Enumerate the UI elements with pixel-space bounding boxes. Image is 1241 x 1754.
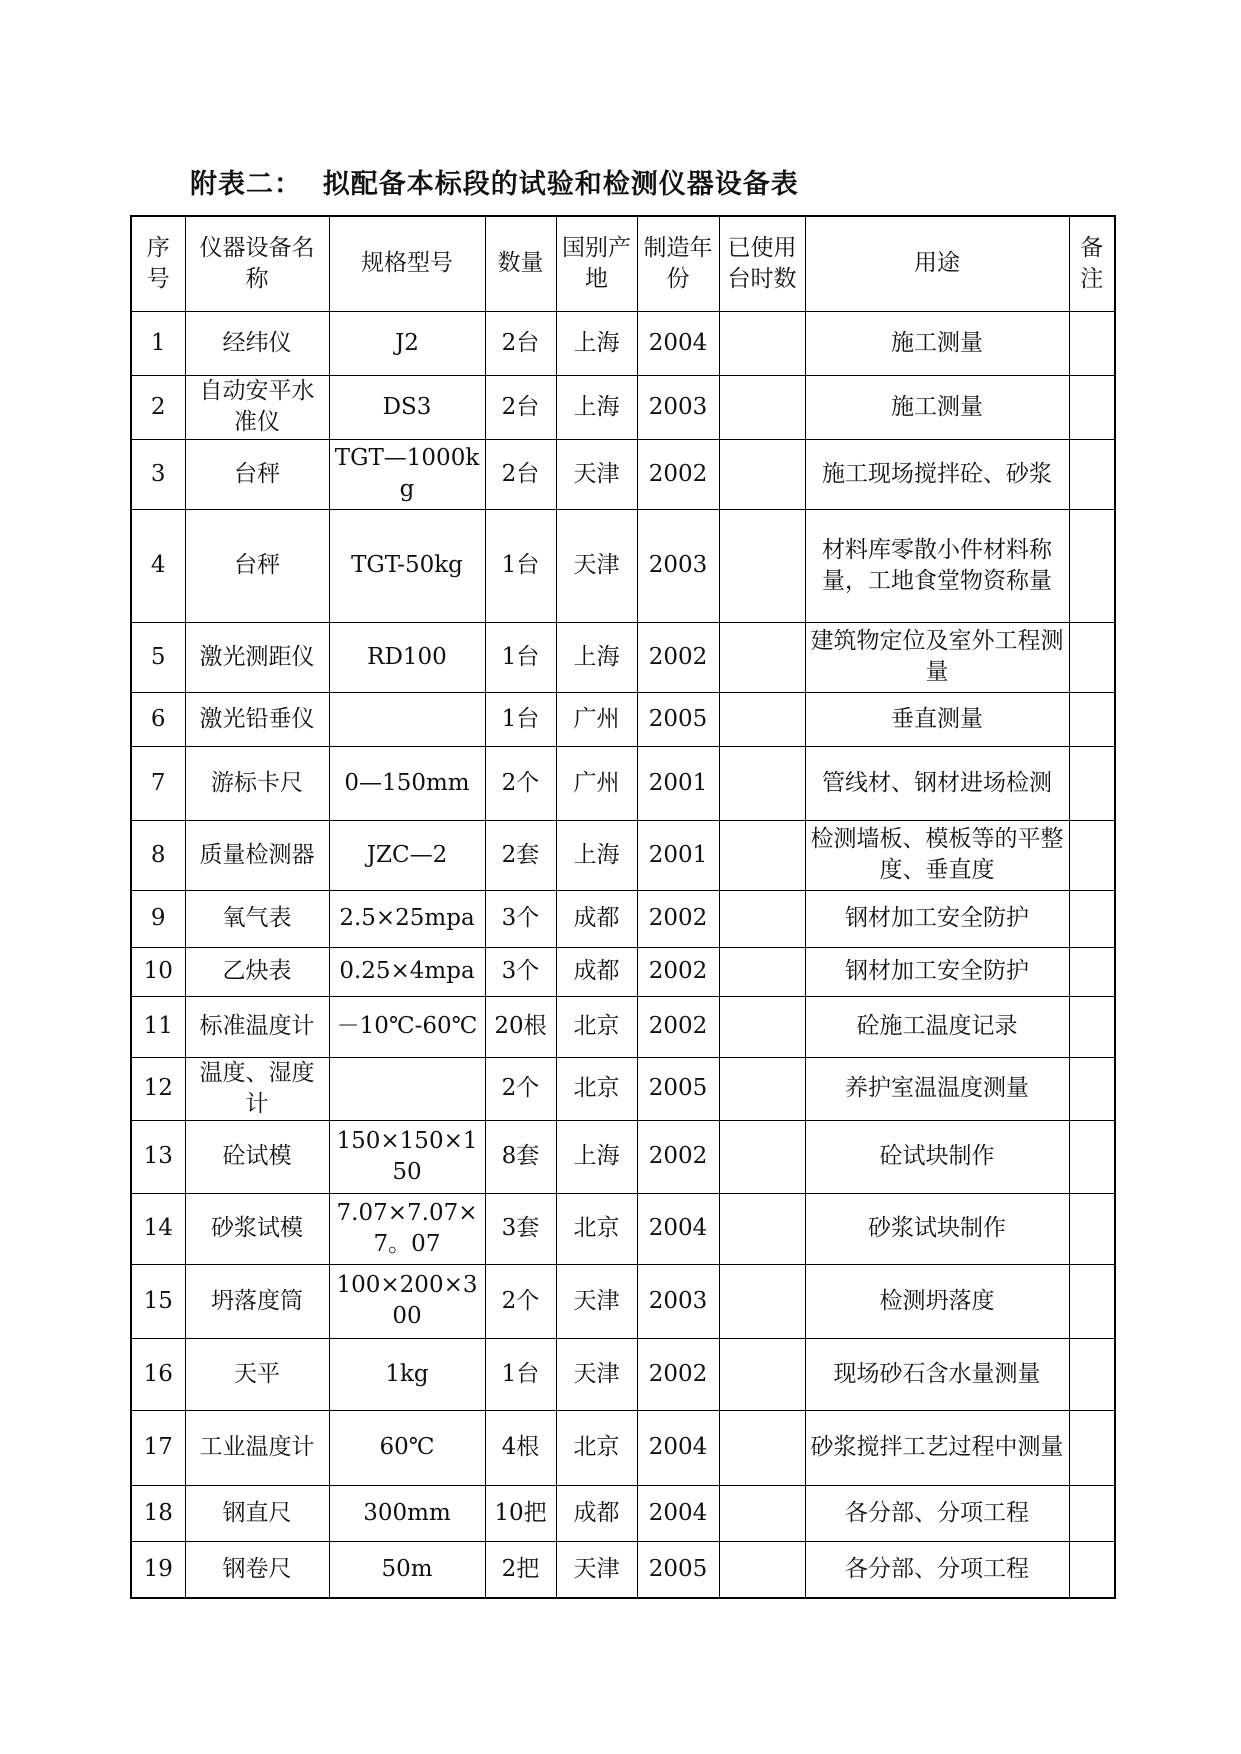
cell-qty: 2把 bbox=[485, 1541, 556, 1598]
cell-hours bbox=[719, 622, 805, 692]
cell-use: 建筑物定位及室外工程测量 bbox=[805, 622, 1069, 692]
cell-use: 砂浆试块制作 bbox=[805, 1193, 1069, 1264]
cell-use: 施工测量 bbox=[805, 311, 1069, 375]
cell-hours bbox=[719, 820, 805, 890]
cell-use: 砼试块制作 bbox=[805, 1120, 1069, 1193]
cell-name: 温度、湿度计 bbox=[185, 1057, 329, 1120]
cell-hours bbox=[719, 1410, 805, 1485]
cell-year: 2003 bbox=[637, 509, 719, 622]
cell-origin: 天津 bbox=[556, 439, 637, 509]
cell-note bbox=[1069, 1410, 1115, 1485]
cell-qty: 20根 bbox=[485, 996, 556, 1057]
cell-spec: TGT-50kg bbox=[329, 509, 485, 622]
cell-qty: 2台 bbox=[485, 439, 556, 509]
cell-spec: 0.25×4mpa bbox=[329, 947, 485, 996]
cell-year: 2002 bbox=[637, 439, 719, 509]
cell-spec bbox=[329, 692, 485, 746]
cell-note bbox=[1069, 947, 1115, 996]
cell-year: 2004 bbox=[637, 311, 719, 375]
cell-note bbox=[1069, 1193, 1115, 1264]
cell-no: 19 bbox=[131, 1541, 185, 1598]
cell-origin: 天津 bbox=[556, 1264, 637, 1338]
cell-qty: 1台 bbox=[485, 509, 556, 622]
col-header-origin: 国别产地 bbox=[556, 216, 637, 311]
cell-year: 2002 bbox=[637, 890, 719, 947]
cell-qty: 1台 bbox=[485, 622, 556, 692]
cell-spec: 2.5×25mpa bbox=[329, 890, 485, 947]
cell-use: 现场砂石含水量测量 bbox=[805, 1338, 1069, 1410]
cell-year: 2004 bbox=[637, 1410, 719, 1485]
col-header-note: 备注 bbox=[1069, 216, 1115, 311]
cell-note bbox=[1069, 1264, 1115, 1338]
cell-use: 材料库零散小件材料称量，工地食堂物资称量 bbox=[805, 509, 1069, 622]
cell-use: 施工现场搅拌砼、砂浆 bbox=[805, 439, 1069, 509]
table-row bbox=[131, 1485, 1115, 1541]
cell-origin: 北京 bbox=[556, 996, 637, 1057]
cell-year: 2005 bbox=[637, 692, 719, 746]
cell-qty: 3个 bbox=[485, 890, 556, 947]
cell-year: 2003 bbox=[637, 1264, 719, 1338]
cell-hours bbox=[719, 996, 805, 1057]
cell-note bbox=[1069, 746, 1115, 820]
table-row bbox=[131, 1120, 1115, 1193]
cell-year: 2004 bbox=[637, 1485, 719, 1541]
cell-no: 16 bbox=[131, 1338, 185, 1410]
cell-origin: 天津 bbox=[556, 509, 637, 622]
cell-use: 钢材加工安全防护 bbox=[805, 890, 1069, 947]
cell-origin: 天津 bbox=[556, 1338, 637, 1410]
cell-name: 自动安平水准仪 bbox=[185, 375, 329, 439]
cell-origin: 北京 bbox=[556, 1193, 637, 1264]
cell-use: 垂直测量 bbox=[805, 692, 1069, 746]
cell-name: 标准温度计 bbox=[185, 996, 329, 1057]
cell-spec: 50m bbox=[329, 1541, 485, 1598]
cell-year: 2005 bbox=[637, 1541, 719, 1598]
cell-spec: 100×200×300 bbox=[329, 1264, 485, 1338]
col-header-spec: 规格型号 bbox=[329, 216, 485, 311]
cell-qty: 3套 bbox=[485, 1193, 556, 1264]
cell-origin: 上海 bbox=[556, 311, 637, 375]
table-row bbox=[131, 375, 1115, 439]
cell-use: 养护室温温度测量 bbox=[805, 1057, 1069, 1120]
cell-year: 2003 bbox=[637, 375, 719, 439]
cell-spec bbox=[329, 1057, 485, 1120]
table-row bbox=[131, 1057, 1115, 1120]
cell-name: 砼试模 bbox=[185, 1120, 329, 1193]
cell-no: 3 bbox=[131, 439, 185, 509]
col-header-no: 序号 bbox=[131, 216, 185, 311]
table-row bbox=[131, 692, 1115, 746]
table-row bbox=[131, 1541, 1115, 1598]
table-row bbox=[131, 746, 1115, 820]
cell-use: 各分部、分项工程 bbox=[805, 1485, 1069, 1541]
cell-no: 5 bbox=[131, 622, 185, 692]
cell-hours bbox=[719, 375, 805, 439]
table-row bbox=[131, 890, 1115, 947]
table-row bbox=[131, 509, 1115, 622]
col-header-name: 仪器设备名称 bbox=[185, 216, 329, 311]
cell-year: 2002 bbox=[637, 1338, 719, 1410]
cell-note bbox=[1069, 375, 1115, 439]
cell-year: 2001 bbox=[637, 746, 719, 820]
cell-qty: 2台 bbox=[485, 311, 556, 375]
cell-no: 2 bbox=[131, 375, 185, 439]
table-row bbox=[131, 1410, 1115, 1485]
cell-year: 2002 bbox=[637, 1120, 719, 1193]
cell-spec: TGT—1000kg bbox=[329, 439, 485, 509]
cell-note bbox=[1069, 996, 1115, 1057]
cell-no: 15 bbox=[131, 1264, 185, 1338]
cell-note bbox=[1069, 1485, 1115, 1541]
table-row bbox=[131, 947, 1115, 996]
cell-spec: JZC—2 bbox=[329, 820, 485, 890]
cell-origin: 上海 bbox=[556, 375, 637, 439]
cell-note bbox=[1069, 509, 1115, 622]
cell-no: 12 bbox=[131, 1057, 185, 1120]
table-row bbox=[131, 820, 1115, 890]
cell-no: 14 bbox=[131, 1193, 185, 1264]
cell-origin: 天津 bbox=[556, 1541, 637, 1598]
cell-note bbox=[1069, 622, 1115, 692]
cell-origin: 成都 bbox=[556, 1485, 637, 1541]
cell-origin: 成都 bbox=[556, 947, 637, 996]
cell-note bbox=[1069, 692, 1115, 746]
cell-use: 检测坍落度 bbox=[805, 1264, 1069, 1338]
cell-name: 坍落度筒 bbox=[185, 1264, 329, 1338]
table-row bbox=[131, 1338, 1115, 1410]
table-body bbox=[131, 311, 1115, 1598]
cell-origin: 上海 bbox=[556, 622, 637, 692]
cell-origin: 上海 bbox=[556, 820, 637, 890]
cell-hours bbox=[719, 947, 805, 996]
table-row bbox=[131, 439, 1115, 509]
header-row bbox=[131, 216, 1115, 311]
table-row bbox=[131, 996, 1115, 1057]
cell-qty: 2套 bbox=[485, 820, 556, 890]
cell-note bbox=[1069, 890, 1115, 947]
cell-hours bbox=[719, 746, 805, 820]
cell-hours bbox=[719, 1120, 805, 1193]
cell-qty: 10把 bbox=[485, 1485, 556, 1541]
cell-use: 施工测量 bbox=[805, 375, 1069, 439]
cell-no: 13 bbox=[131, 1120, 185, 1193]
cell-no: 6 bbox=[131, 692, 185, 746]
table-row bbox=[131, 1264, 1115, 1338]
cell-spec: RD100 bbox=[329, 622, 485, 692]
cell-use: 各分部、分项工程 bbox=[805, 1541, 1069, 1598]
cell-name: 乙炔表 bbox=[185, 947, 329, 996]
cell-name: 台秤 bbox=[185, 439, 329, 509]
cell-origin: 上海 bbox=[556, 1120, 637, 1193]
cell-year: 2002 bbox=[637, 622, 719, 692]
cell-spec: 0—150mm bbox=[329, 746, 485, 820]
cell-name: 质量检测器 bbox=[185, 820, 329, 890]
cell-spec: DS3 bbox=[329, 375, 485, 439]
cell-name: 激光测距仪 bbox=[185, 622, 329, 692]
cell-note bbox=[1069, 439, 1115, 509]
cell-qty: 2个 bbox=[485, 746, 556, 820]
cell-hours bbox=[719, 1485, 805, 1541]
cell-no: 17 bbox=[131, 1410, 185, 1485]
cell-name: 钢卷尺 bbox=[185, 1541, 329, 1598]
cell-hours bbox=[719, 509, 805, 622]
cell-year: 2002 bbox=[637, 947, 719, 996]
cell-note bbox=[1069, 1057, 1115, 1120]
cell-use: 砂浆搅拌工艺过程中测量 bbox=[805, 1410, 1069, 1485]
cell-use: 管线材、钢材进场检测 bbox=[805, 746, 1069, 820]
cell-hours bbox=[719, 1264, 805, 1338]
cell-note bbox=[1069, 1338, 1115, 1410]
equipment-table bbox=[130, 215, 1116, 1599]
table-row bbox=[131, 622, 1115, 692]
cell-note bbox=[1069, 1120, 1115, 1193]
cell-origin: 北京 bbox=[556, 1410, 637, 1485]
cell-name: 工业温度计 bbox=[185, 1410, 329, 1485]
cell-hours bbox=[719, 311, 805, 375]
cell-no: 7 bbox=[131, 746, 185, 820]
cell-origin: 广州 bbox=[556, 692, 637, 746]
cell-hours bbox=[719, 1338, 805, 1410]
cell-origin: 成都 bbox=[556, 890, 637, 947]
cell-no: 9 bbox=[131, 890, 185, 947]
cell-note bbox=[1069, 820, 1115, 890]
cell-hours bbox=[719, 1541, 805, 1598]
cell-year: 2005 bbox=[637, 1057, 719, 1120]
cell-spec: 60℃ bbox=[329, 1410, 485, 1485]
cell-year: 2002 bbox=[637, 996, 719, 1057]
cell-use: 检测墙板、模板等的平整度、垂直度 bbox=[805, 820, 1069, 890]
cell-spec: J2 bbox=[329, 311, 485, 375]
cell-hours bbox=[719, 1193, 805, 1264]
cell-hours bbox=[719, 439, 805, 509]
table-row bbox=[131, 311, 1115, 375]
cell-qty: 1台 bbox=[485, 1338, 556, 1410]
cell-qty: 4根 bbox=[485, 1410, 556, 1485]
cell-hours bbox=[719, 692, 805, 746]
cell-hours bbox=[719, 890, 805, 947]
cell-spec: 7.07×7.07×7。07 bbox=[329, 1193, 485, 1264]
cell-spec: 150×150×150 bbox=[329, 1120, 485, 1193]
cell-spec: －10℃-60℃ bbox=[329, 996, 485, 1057]
cell-name: 游标卡尺 bbox=[185, 746, 329, 820]
cell-qty: 3个 bbox=[485, 947, 556, 996]
col-header-hours: 已使用台时数 bbox=[719, 216, 805, 311]
cell-origin: 北京 bbox=[556, 1057, 637, 1120]
cell-name: 台秤 bbox=[185, 509, 329, 622]
col-header-year: 制造年份 bbox=[637, 216, 719, 311]
cell-hours bbox=[719, 1057, 805, 1120]
cell-qty: 1台 bbox=[485, 692, 556, 746]
cell-qty: 2台 bbox=[485, 375, 556, 439]
cell-qty: 8套 bbox=[485, 1120, 556, 1193]
cell-qty: 2个 bbox=[485, 1264, 556, 1338]
cell-spec: 1kg bbox=[329, 1338, 485, 1410]
cell-note bbox=[1069, 1541, 1115, 1598]
col-header-use: 用途 bbox=[805, 216, 1069, 311]
cell-name: 经纬仪 bbox=[185, 311, 329, 375]
cell-no: 18 bbox=[131, 1485, 185, 1541]
cell-use: 砼施工温度记录 bbox=[805, 996, 1069, 1057]
cell-qty: 2个 bbox=[485, 1057, 556, 1120]
cell-name: 激光铅垂仪 bbox=[185, 692, 329, 746]
cell-name: 砂浆试模 bbox=[185, 1193, 329, 1264]
cell-name: 氧气表 bbox=[185, 890, 329, 947]
table-row bbox=[131, 1193, 1115, 1264]
cell-no: 1 bbox=[131, 311, 185, 375]
cell-note bbox=[1069, 311, 1115, 375]
cell-no: 8 bbox=[131, 820, 185, 890]
cell-no: 4 bbox=[131, 509, 185, 622]
cell-name: 钢直尺 bbox=[185, 1485, 329, 1541]
cell-no: 10 bbox=[131, 947, 185, 996]
document-title: 附表二： 拟配备本标段的试验和检测仪器设备表 bbox=[190, 169, 799, 200]
cell-use: 钢材加工安全防护 bbox=[805, 947, 1069, 996]
col-header-qty: 数量 bbox=[485, 216, 556, 311]
cell-no: 11 bbox=[131, 996, 185, 1057]
cell-spec: 300mm bbox=[329, 1485, 485, 1541]
cell-year: 2001 bbox=[637, 820, 719, 890]
cell-origin: 广州 bbox=[556, 746, 637, 820]
cell-name: 天平 bbox=[185, 1338, 329, 1410]
cell-year: 2004 bbox=[637, 1193, 719, 1264]
